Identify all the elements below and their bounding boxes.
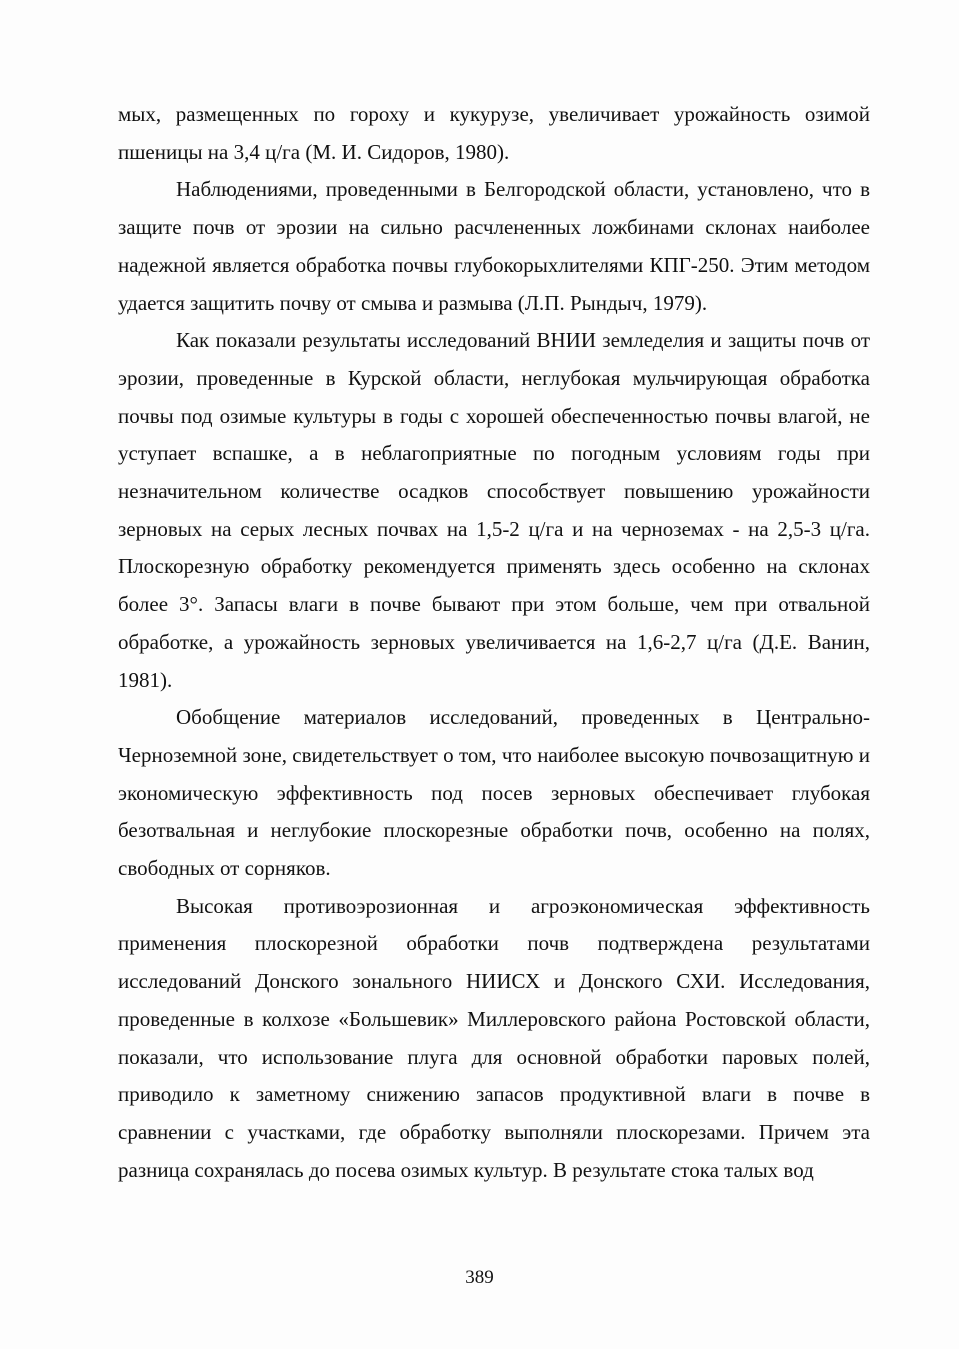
paragraph-kursk: Как показали результаты исследований ВНИИ земледелия и защиты почв от эрозии, проведенные в Курской области, неглубокая мульчирующая обработка почвы под озимые культуры в годы с хорошей обеспеченностью почвы влагой, не уступает вспашке, а в неблагоприятные по погодным условиям годы при незначительном количестве осадков способствует повышению урожайности зерновых на серых лесных почвах на 1,5-2 ц/га и на черноземах - на 2,5-3 ц/га. Плоскорезную обработку рекомендуется применять здесь особенно на склонах более 3°. Запасы влаги в почве бывают при этом больше, чем при отвальной обработке, а урожайность зерновых увеличивается на 1,6-2,7 ц/га (Д.Е. Ванин, 1981). — [118, 328, 870, 692]
body-text — [118, 96, 870, 1189]
paragraph-don: Высокая противоэрозионная и агроэкономическая эффективность применения плоскорезной обработки почв подтверждена результатами исследований Донского зонального НИИСХ и Донского СХИ. Исследования, проведенные в колхозе «Большевик» Миллеровского района Ростовской области, показали, что использование плуга для основной обработки паровых полей, приводило к заметному снижению запасов продуктивной влаги в почве в сравнении с участками, где обработку выполняли плоскорезами. Причем эта разница сохранялась до посева озимых культур. В результате стока талых вод — [118, 893, 870, 1182]
page-number: 389 — [465, 1267, 494, 1288]
paragraph-belgorod: Наблюдениями, проведенными в Белгородской области, установлено, что в защите почв от эрозии на сильно расчлененных ложбинами склонах наиболее надежной является обработка почвы глубокорыхлителями КПГ-250. Этим методом удается защитить почву от смыва и размыва (Л.П. Рындыч, 1979). — [118, 177, 870, 315]
paragraph-summary: Обобщение материалов исследований, проведенных в Центрально-Черноземной зоне, свидетельствует о том, что наиболее высокую почвозащитную и экономическую эффективность под посев зерновых обеспечивает глубокая безотвальная и неглубокие плоскорезные обработки почв, особенно на полях, свободных от сорняков. — [118, 705, 870, 881]
paragraph-continuation: мых, размещенных по гороху и кукурузе, увеличивает урожайность озимой пшеницы на 3,4 ц/га (М. И. Сидоров, 1980). — [118, 102, 870, 164]
